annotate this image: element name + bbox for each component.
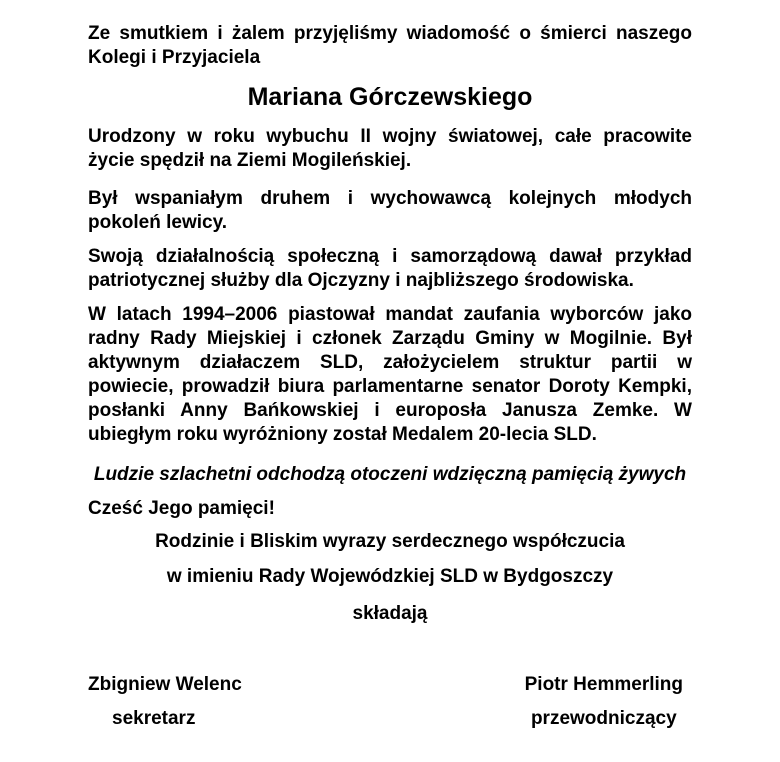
signature-left bbox=[88, 673, 242, 731]
bio-paragraph-3: Swoją działalnością społeczną i samorządową dawał przykład patriotycznej służby dla Ojczyzny i najbliższego środowiska. bbox=[88, 246, 692, 291]
signature-title-chairman: przewodniczący bbox=[530, 708, 677, 729]
deceased-name-heading: Mariana Górczewskiego bbox=[247, 83, 533, 111]
signature-name-secretary: Zbigniew Welenc bbox=[88, 674, 242, 695]
signature-name-chairman: Piotr Hemmerling bbox=[524, 674, 683, 695]
condolence-line-sign-verb: składają bbox=[352, 603, 428, 624]
condolence-line-council: w imieniu Rady Wojewódzkiej SLD w Bydgoszczy bbox=[166, 566, 614, 587]
signature-title-secretary: sekretarz bbox=[112, 708, 196, 729]
motto-line: Ludzie szlachetni odchodzą otoczeni wdzięczną pamięcią żywych bbox=[93, 464, 687, 485]
condolence-line-family: Rodzinie i Bliskim wyrazy serdecznego współczucia bbox=[155, 531, 625, 552]
bio-paragraph-4: W latach 1994–2006 piastował mandat zaufania wyborców jako radny Rady Miejskiej i członek Zarządu Gminy w Mogilnie. Był aktywnym działaczem SLD, założycielem struktur partii w powiecie, prowadził biura parlamentarne senator Doroty Kempki, posłanki Anny Bańkowskiej i europosła Janusza Zemke. W ubiegłym roku wyróżniony został Medalem 20-lecia SLD. bbox=[88, 304, 692, 445]
intro-paragraph: Ze smutkiem i żalem przyjęliśmy wiadomość o śmierci naszego Kolegi i Przyjaciela bbox=[88, 23, 692, 68]
tribute-line: Cześć Jego pamięci! bbox=[88, 498, 275, 519]
bio-paragraph-1: Urodzony w roku wybuchu II wojny światowej, całe pracowite życie spędził na Ziemi Mogileńskiej. bbox=[88, 126, 692, 171]
signature-row bbox=[88, 673, 692, 731]
bio-paragraph-2: Był wspaniałym druhem i wychowawcą kolejnych młodych pokoleń lewicy. bbox=[88, 188, 692, 233]
signature-right bbox=[525, 673, 692, 731]
